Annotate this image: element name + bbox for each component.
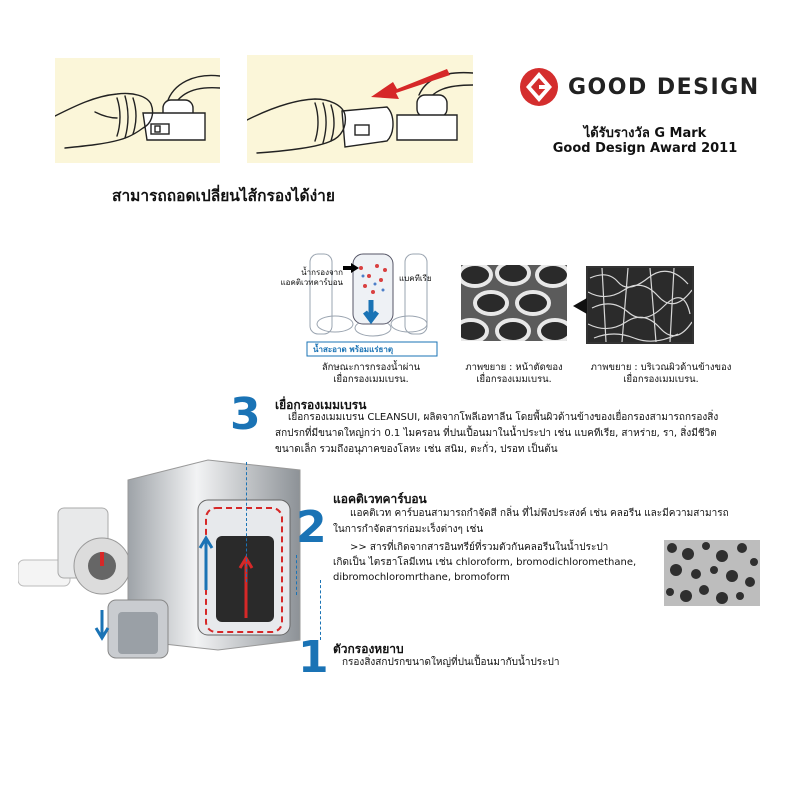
membrane-cross-section-photo	[461, 265, 567, 341]
diagram-label-output: น้ำสะอาด พร้อมแร่ธาตุ	[313, 345, 394, 354]
layer-2-title: แอคติเวทคาร์บอน	[333, 492, 427, 506]
activated-carbon-photo	[664, 540, 760, 606]
layer-1-line-1: กรองสิ่งสกปรกขนาดใหญ่ที่ปนเปื้อนมากับน้ำประปา	[342, 657, 560, 668]
connector-2	[296, 555, 297, 595]
faucet-filter-graphic	[18, 440, 308, 680]
layer-2-line-2: ในการกำจัดสารก่อมะเร็งต่างๆ เช่น	[333, 524, 484, 535]
membrane-tube-graphic	[305, 246, 445, 358]
membrane-filter-diagram	[280, 246, 445, 358]
illustration-panel-hold	[55, 58, 220, 163]
micro-image-surface	[586, 266, 694, 344]
caption-easy-replace: สามารถถอดเปลี่ยนไส้กรองได้ง่าย	[112, 187, 335, 205]
connector-1	[320, 580, 321, 640]
layer-3-line-1: เยื่อกรองเมมเบรน CLEANSUI, ผลิตจากโพลีเอทาลีน โดยพื้นผิวด้านข้างของเยื่อกรองสามารถกรองสิ่ง	[288, 412, 719, 423]
hand-removing-filter-illustration	[247, 55, 473, 163]
layer-3-number: 3	[230, 389, 261, 440]
hand-holding-filter-illustration	[55, 58, 220, 163]
pointer-triangle-icon	[569, 296, 589, 316]
layer-3-title: เยื่อกรองเมมเบรน	[275, 398, 367, 412]
layer-3-line-2: สกปรกที่มีขนาดใหญ่กว่า 0.1 ไมครอน ที่ปนเปื้อนมาในน้ำประปา เช่น แบคทีเรีย, สาหร่าย, รา, สิ่งมีชีวิต	[275, 428, 717, 439]
layer-2-line-4: เกิดเป็น ไตรฮาโลมีเทน เช่น chloroform, bromodichloromethane,	[333, 557, 637, 568]
illustration-panel-remove	[247, 55, 473, 163]
micro2-caption: ภาพขยาย : บริเวณผิวด้านข้างของ เยื่อกรองเมมเบรน.	[590, 362, 732, 385]
connector-3	[246, 462, 247, 582]
layer-1-number: 1	[298, 632, 329, 683]
carbon-texture-image	[664, 540, 760, 606]
layer-2-line-3: >> สารที่เกิดจากสารอินทรีย์ที่รวมตัวกันคลอรีนในน้ำประปา	[350, 542, 609, 553]
layer-2-line-5: dibromochloromrthane, bromoform	[333, 572, 510, 583]
layer-2-number: 2	[296, 502, 327, 553]
layer-3-line-3: ขนาดเล็ก รวมถึงอนุภาคของโลหะ เช่น สนิม, ตะกั่ว, ปรอท เป็นต้น	[275, 444, 558, 455]
layer-2-line-1: แอคติเวท คาร์บอนสามารถกำจัดสี กลิ่น ที่ไม่พึงประสงค์ เช่น คลอรีน และมีความสามารถ	[350, 508, 729, 519]
membrane-surface-photo	[588, 268, 692, 342]
g-mark-icon	[518, 66, 560, 108]
diagram-label-bacteria: แบคทีเรีย	[399, 274, 432, 283]
diagram-label-input: น้ำกรองจาก แอคติเวทคาร์บอน	[280, 268, 343, 287]
award-line-1: ได้รับรางวัล G Mark	[583, 126, 707, 141]
faucet-filter-cutaway	[18, 440, 308, 680]
micro1-caption: ภาพขยาย : หน้าตัดของ เยื่อกรองเมมเบรน.	[465, 362, 563, 385]
micro-image-cross-section	[461, 265, 567, 341]
good-design-wordmark: GOOD DESIGN	[568, 75, 760, 100]
good-design-logo	[518, 66, 560, 112]
layer-1-title: ตัวกรองหยาบ	[333, 642, 404, 656]
award-line-2: Good Design Award 2011	[552, 141, 738, 156]
diagram-caption: ลักษณะการกรองน้ำผ่าน เยื่อกรองเมมเบรน.	[321, 362, 421, 385]
